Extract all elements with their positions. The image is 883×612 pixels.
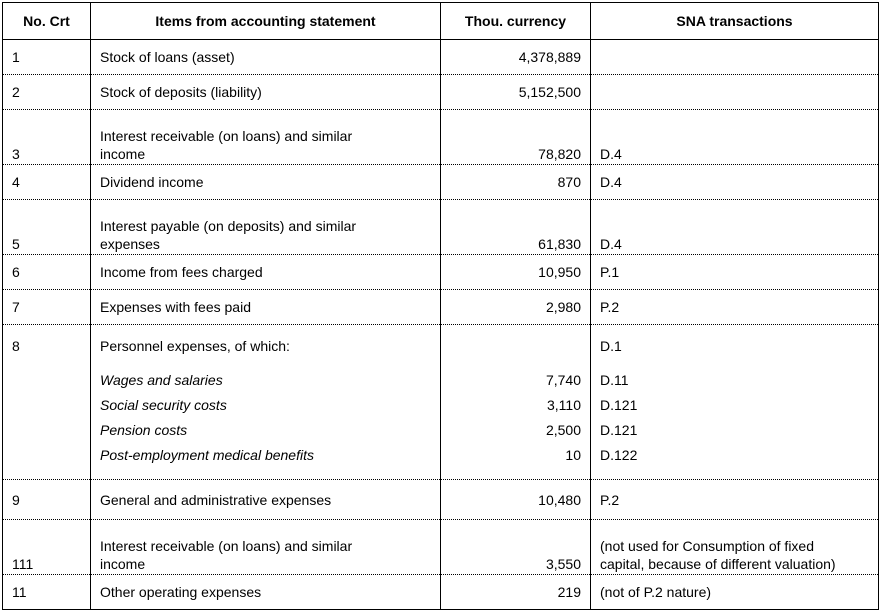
row-item: Stock of deposits (liability): [91, 75, 441, 110]
row-no: 6: [3, 255, 91, 290]
row-item: [91, 520, 441, 575]
row-sna: [591, 75, 879, 110]
row-item: Income from fees charged: [91, 255, 441, 290]
row-no: 111: [3, 520, 91, 575]
row-sna: D.4: [591, 200, 879, 255]
table-row: [3, 40, 879, 75]
table-row: [3, 480, 879, 520]
row-sna: (not of P.2 nature): [591, 575, 879, 610]
row-item: Stock of loans (asset): [91, 40, 441, 75]
row-amount: 4,378,889: [441, 40, 591, 75]
row-no: 3: [3, 110, 91, 165]
header-amount: Thou. currency: [441, 3, 591, 40]
row-sna: D.4: [591, 165, 879, 200]
accounting-table: [2, 2, 879, 610]
table-row: [3, 75, 879, 110]
row-no: 4: [3, 165, 91, 200]
subitem-amount: 10: [565, 447, 581, 463]
row-no: 7: [3, 290, 91, 325]
row-sna: [591, 40, 879, 75]
table-row: [3, 255, 879, 290]
row-amount: 5,152,500: [441, 75, 591, 110]
row-sna: [591, 325, 879, 480]
subitem-sna: D.121: [600, 397, 638, 413]
header-sna: SNA transactions: [591, 3, 879, 40]
row-amount-main: [450, 337, 581, 368]
subitem-amount: 3,110: [547, 397, 581, 413]
subitem-label: Pension costs: [100, 422, 188, 438]
subitem-amount: 2,500: [545, 422, 581, 438]
row-item: [91, 110, 441, 165]
row-item-line: Interest payable (on deposits) and similar: [100, 218, 357, 234]
table-row: [3, 325, 879, 480]
table-row: [3, 290, 879, 325]
row-item-line: income: [100, 146, 146, 162]
row-amount: 78,820: [441, 110, 591, 165]
row-no: 1: [3, 40, 91, 75]
row-item-line: Interest receivable (on loans) and similar: [100, 538, 353, 554]
row-amount: 2,980: [441, 290, 591, 325]
subitem-label: Wages and salaries: [100, 372, 223, 388]
row-item: [91, 200, 441, 255]
subitem-amount: 7,740: [545, 372, 581, 388]
row-amount: 61,830: [441, 200, 591, 255]
subitem-sna: D.11: [600, 372, 629, 388]
table-row: [3, 110, 879, 165]
row-sna: P.2: [591, 480, 879, 520]
row-sna-line: capital, because of different valuation): [600, 556, 836, 572]
row-item: Expenses with fees paid: [91, 290, 441, 325]
row-item: Other operating expenses: [91, 575, 441, 610]
row-amount: 10,480: [441, 480, 591, 520]
row-sna: P.2: [591, 290, 879, 325]
row-sna: P.1: [591, 255, 879, 290]
subitem-sna: D.121: [600, 422, 638, 438]
table-row: [3, 200, 879, 255]
row-sna: [591, 520, 879, 575]
row-item-line: Interest receivable (on loans) and similar: [100, 128, 353, 144]
row-no: 9: [3, 480, 91, 520]
row-item-line: income: [100, 556, 146, 572]
row-no: 5: [3, 200, 91, 255]
header-row: [3, 3, 879, 40]
row-no: 2: [3, 75, 91, 110]
row-no: 11: [3, 575, 91, 610]
header-item: Items from accounting statement: [91, 3, 441, 40]
row-item-main: Personnel expenses, of which:: [100, 338, 290, 354]
subitem-label: Social security costs: [100, 397, 227, 413]
table-row: [3, 575, 879, 610]
row-amount: 870: [441, 165, 591, 200]
row-amount: 10,950: [441, 255, 591, 290]
row-sna-main: D.1: [600, 338, 622, 354]
row-item: General and administrative expenses: [91, 480, 441, 520]
subitem-label: Post-employment medical benefits: [100, 447, 314, 463]
row-item-line: expenses: [100, 236, 160, 252]
row-sna: D.4: [591, 110, 879, 165]
row-sna-line: (not used for Consumption of fixed: [600, 538, 815, 554]
row-amount: 3,550: [441, 520, 591, 575]
row-item: Dividend income: [91, 165, 441, 200]
row-no: 8: [3, 325, 91, 480]
table-row: [3, 520, 879, 575]
header-no: No. Crt: [3, 3, 91, 40]
subitem-sna: D.122: [600, 447, 638, 463]
row-amount: [441, 325, 591, 480]
row-item: [91, 325, 441, 480]
table-row: [3, 165, 879, 200]
row-amount: 219: [441, 575, 591, 610]
